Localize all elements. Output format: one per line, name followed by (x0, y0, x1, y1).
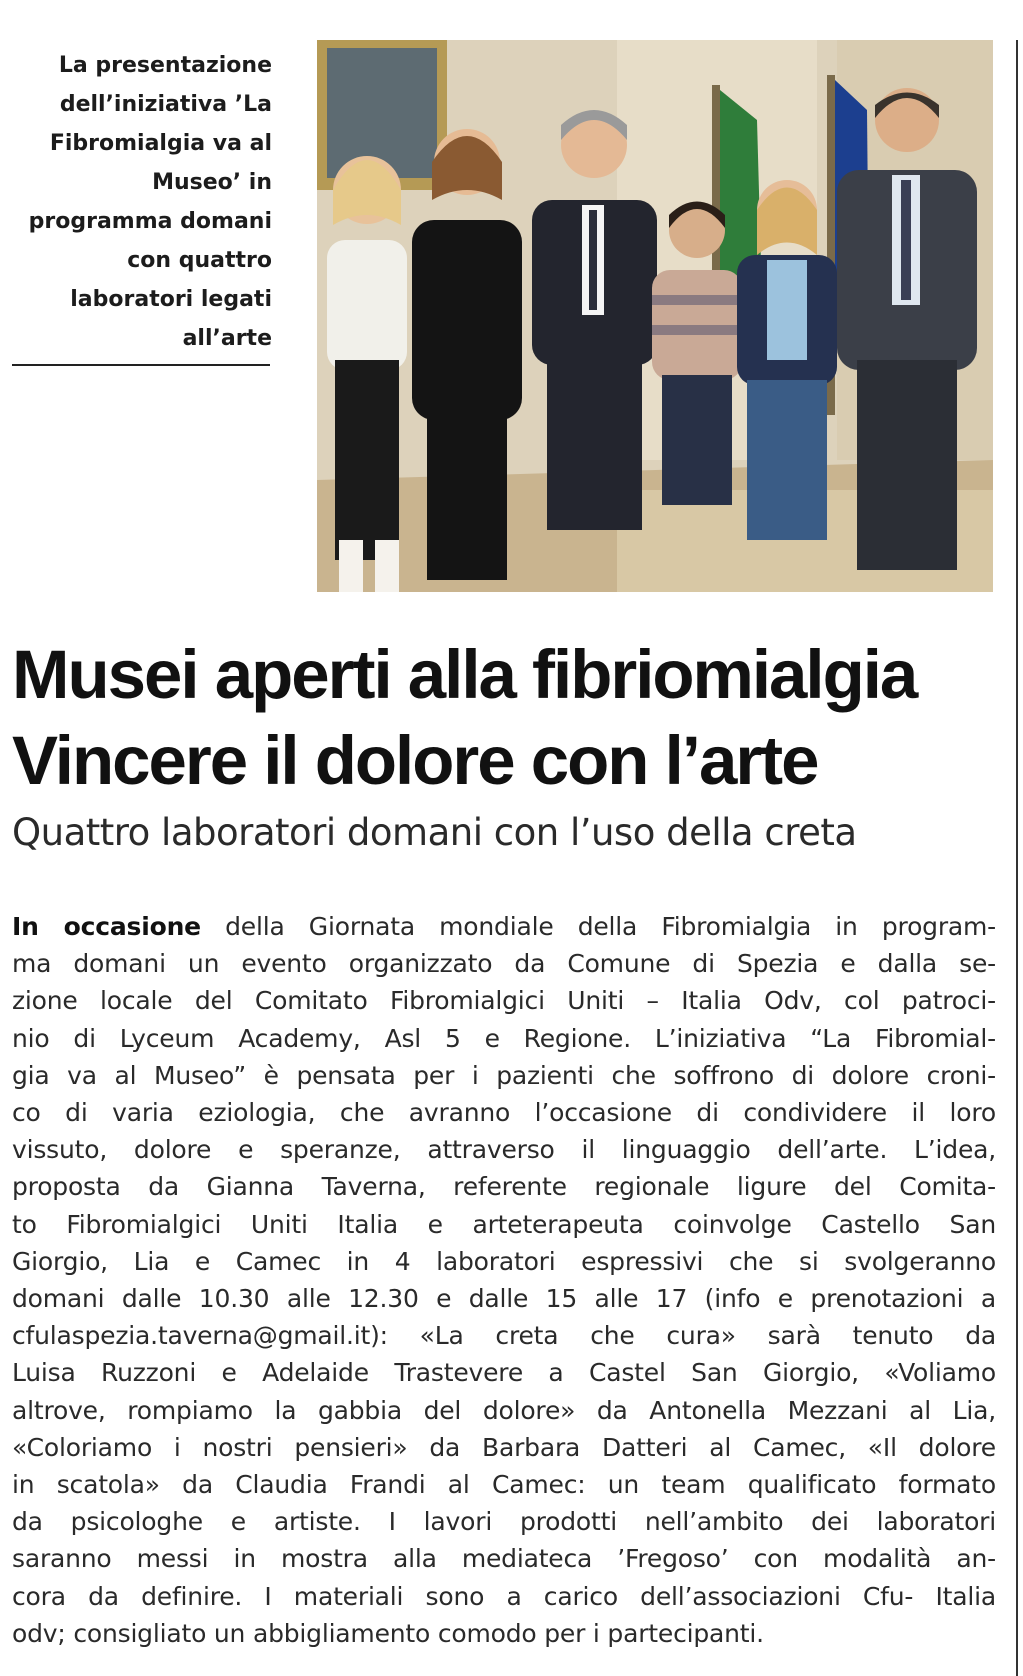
body-line: to Fibromialgici Uniti Italia e arteterapeuta coinvolge Castello San (12, 1209, 996, 1239)
caption-line: La presentazione (58, 53, 272, 78)
headline-line-2: Vincere il dolore con l’arte (12, 722, 818, 799)
body-line: cfulaspezia.taverna@gmail.it): «La creta che cura» sarà tenuto da (12, 1321, 996, 1351)
body-line: gia va al Museo” è pensata per i pazienti che soffrono di dolore croni- (12, 1060, 996, 1090)
body-line: «Coloriamo i nostri pensieri» da Barbara Datteri al Camec, «Il dolore (12, 1432, 996, 1462)
body-line: ma domani un evento organizzato da Comune di Spezia e dalla se- (12, 949, 996, 979)
headline (12, 632, 1002, 804)
body-line-1 (12, 908, 996, 945)
caption-divider (12, 364, 270, 366)
body-line: Giorgio, Lia e Camec in 4 laboratori espressivi che si svolgeranno (12, 1246, 996, 1276)
photo-painting (327, 48, 437, 178)
column-divider (1016, 40, 1018, 1676)
body-line: saranno messi in mostra alla mediateca ’Fregoso’ con modalità an- (12, 1544, 996, 1574)
caption-line: all’arte (182, 326, 272, 351)
caption-line: laboratori legati (70, 287, 272, 312)
body-line-1-rest: della Giornata mondiale della Fibromialgia in program- (200, 912, 996, 941)
body-line-last: odv; consigliato un abbigliamento comodo per i partecipanti. (12, 1618, 764, 1648)
group-photo (317, 40, 993, 592)
caption-line: programma domani (28, 209, 272, 234)
body-line: da psicologhe e artiste. I lavori prodotti nell’ambito dei laboratori (12, 1507, 996, 1537)
group-photo-illustration (317, 40, 993, 592)
body-line: nio di Lyceum Academy, Asl 5 e Regione. L’iniziativa “La Fibromial- (12, 1023, 996, 1053)
body-line: zione locale del Comitato Fibromialgici Uniti – Italia Odv, col patroci- (12, 986, 996, 1016)
body-line: proposta da Gianna Taverna, referente regionale ligure del Comita- (12, 1172, 996, 1202)
body-line: Luisa Ruzzoni e Adelaide Trastevere a Castel San Giorgio, «Voliamo (12, 1358, 996, 1388)
body-line: vissuto, dolore e speranze, attraverso il linguaggio dell’arte. L’idea, (12, 1135, 996, 1165)
body-line: co di varia eziologia, che avranno l’occasione di condividere il loro (12, 1098, 996, 1128)
body-line: altrove, rompiamo la gabbia del dolore» da Antonella Mezzani al Lia, (12, 1395, 996, 1425)
body-line: in scatola» da Claudia Frandi al Camec: un team qualificato formato (12, 1470, 996, 1500)
caption-line: Fibromialgia va al (49, 131, 272, 156)
subheadline: Quattro laboratori domani con l’uso della creta (12, 811, 857, 854)
article-body (12, 908, 996, 1652)
body-line: cora da definire. I materiali sono a carico dell’associazioni Cfu- Italia (12, 1581, 996, 1611)
headline-line-1: Musei aperti alla fibriomialgia (12, 636, 917, 713)
photo-caption (12, 46, 272, 358)
body-lead: In occasione (12, 912, 201, 941)
body-line: domani dalle 10.30 alle 12.30 e dalle 15 alle 17 (info e prenotazioni a (12, 1284, 996, 1314)
person-1 (327, 156, 407, 592)
caption-line: Museo’ in (152, 170, 272, 195)
caption-line: dell’iniziativa ’La (59, 92, 272, 117)
caption-line: con quattro (127, 248, 272, 273)
